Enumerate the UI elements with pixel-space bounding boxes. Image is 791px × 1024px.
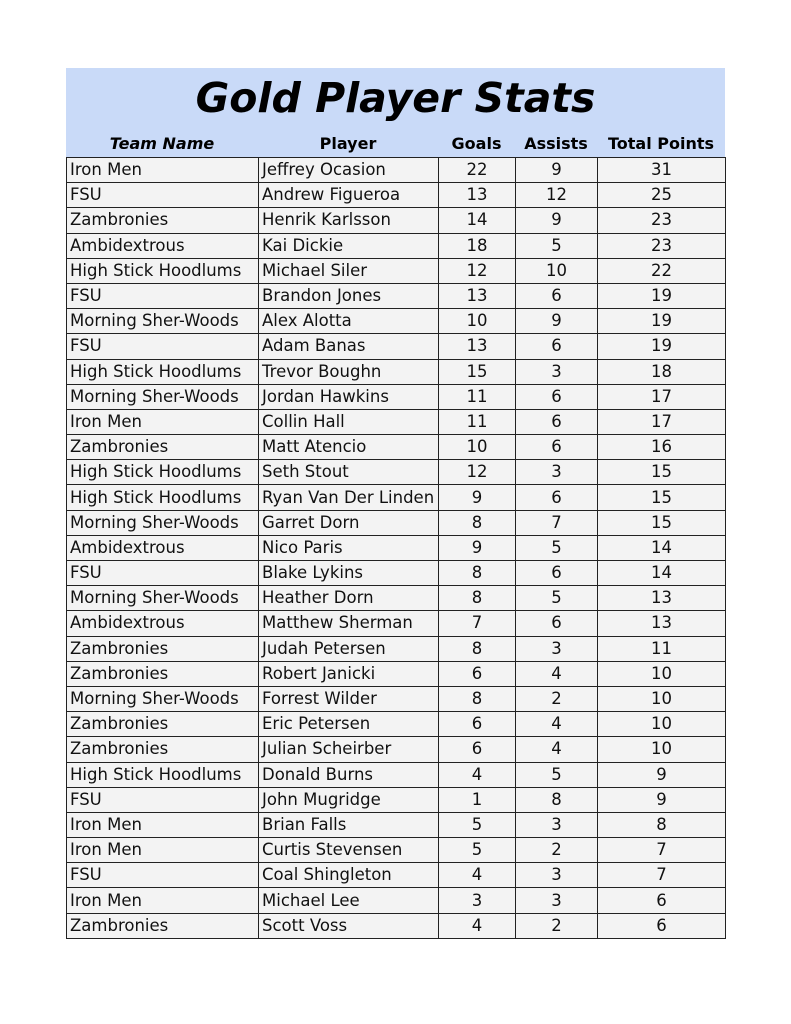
team-name-cell: Iron Men: [67, 409, 259, 434]
goals-cell: 14: [439, 208, 516, 233]
assists-cell: 5: [516, 762, 598, 787]
header-team-name: Team Name: [109, 134, 215, 153]
player-cell: Blake Lykins: [259, 561, 439, 586]
total-points-cell: 14: [598, 535, 726, 560]
total-points-cell: 10: [598, 686, 726, 711]
table-row: [67, 258, 726, 283]
goals-cell: 8: [439, 686, 516, 711]
total-points-cell: 6: [598, 913, 726, 938]
team-name-cell: High Stick Hoodlums: [67, 485, 259, 510]
table-row: [67, 863, 726, 888]
goals-cell: 8: [439, 636, 516, 661]
team-name-cell: FSU: [67, 787, 259, 812]
team-name-cell: High Stick Hoodlums: [67, 258, 259, 283]
table-row: [67, 611, 726, 636]
table-row: [67, 208, 726, 233]
assists-cell: 5: [516, 233, 598, 258]
team-name-cell: High Stick Hoodlums: [67, 359, 259, 384]
table-row: [67, 485, 726, 510]
player-cell: Henrik Karlsson: [259, 208, 439, 233]
player-cell: Eric Petersen: [259, 712, 439, 737]
goals-cell: 3: [439, 888, 516, 913]
assists-cell: 2: [516, 913, 598, 938]
assists-cell: 2: [516, 838, 598, 863]
team-name-cell: FSU: [67, 561, 259, 586]
assists-cell: 9: [516, 309, 598, 334]
assists-cell: 6: [516, 485, 598, 510]
table-row: [67, 309, 726, 334]
team-name-cell: FSU: [67, 183, 259, 208]
team-name-cell: Zambronies: [67, 712, 259, 737]
player-cell: Robert Janicki: [259, 661, 439, 686]
assists-cell: 3: [516, 460, 598, 485]
goals-cell: 12: [439, 258, 516, 283]
team-name-cell: Ambidextrous: [67, 535, 259, 560]
page-title: Gold Player Stats: [195, 74, 596, 122]
player-cell: Forrest Wilder: [259, 686, 439, 711]
assists-cell: 4: [516, 712, 598, 737]
team-name-cell: Iron Men: [67, 812, 259, 837]
total-points-cell: 19: [598, 334, 726, 359]
goals-cell: 8: [439, 586, 516, 611]
header-band: [66, 68, 725, 157]
player-cell: Brian Falls: [259, 812, 439, 837]
table-row: [67, 510, 726, 535]
assists-cell: 6: [516, 435, 598, 460]
player-cell: Matt Atencio: [259, 435, 439, 460]
team-name-cell: FSU: [67, 283, 259, 308]
total-points-cell: 7: [598, 838, 726, 863]
team-name-cell: FSU: [67, 863, 259, 888]
total-points-cell: 19: [598, 283, 726, 308]
goals-cell: 9: [439, 535, 516, 560]
player-cell: Brandon Jones: [259, 283, 439, 308]
player-cell: Julian Scheirber: [259, 737, 439, 762]
goals-cell: 11: [439, 384, 516, 409]
assists-cell: 3: [516, 636, 598, 661]
player-cell: Alex Alotta: [259, 309, 439, 334]
table-row: [67, 183, 726, 208]
table-row: [67, 838, 726, 863]
goals-cell: 4: [439, 863, 516, 888]
goals-cell: 13: [439, 283, 516, 308]
team-name-cell: FSU: [67, 334, 259, 359]
goals-cell: 13: [439, 183, 516, 208]
player-cell: Garret Dorn: [259, 510, 439, 535]
team-name-cell: High Stick Hoodlums: [67, 762, 259, 787]
assists-cell: 5: [516, 535, 598, 560]
team-name-cell: Iron Men: [67, 888, 259, 913]
total-points-cell: 17: [598, 409, 726, 434]
goals-cell: 5: [439, 838, 516, 863]
assists-cell: 2: [516, 686, 598, 711]
table-row: [67, 636, 726, 661]
assists-cell: 3: [516, 863, 598, 888]
table-row: [67, 409, 726, 434]
total-points-cell: 9: [598, 787, 726, 812]
player-cell: Scott Voss: [259, 913, 439, 938]
goals-cell: 13: [439, 334, 516, 359]
table-row: [67, 233, 726, 258]
team-name-cell: Morning Sher-Woods: [67, 309, 259, 334]
total-points-cell: 22: [598, 258, 726, 283]
table-row: [67, 384, 726, 409]
table-row: [67, 762, 726, 787]
table-row: [67, 586, 726, 611]
total-points-cell: 7: [598, 863, 726, 888]
total-points-cell: 23: [598, 233, 726, 258]
team-name-cell: Zambronies: [67, 661, 259, 686]
assists-cell: 6: [516, 611, 598, 636]
team-name-cell: Morning Sher-Woods: [67, 586, 259, 611]
goals-cell: 7: [439, 611, 516, 636]
player-cell: Coal Shingleton: [259, 863, 439, 888]
team-name-cell: Zambronies: [67, 913, 259, 938]
goals-cell: 9: [439, 485, 516, 510]
total-points-cell: 25: [598, 183, 726, 208]
assists-cell: 5: [516, 586, 598, 611]
goals-cell: 11: [439, 409, 516, 434]
goals-cell: 6: [439, 737, 516, 762]
total-points-cell: 15: [598, 485, 726, 510]
table-row: [67, 334, 726, 359]
player-cell: Seth Stout: [259, 460, 439, 485]
goals-cell: 8: [439, 510, 516, 535]
team-name-cell: Zambronies: [67, 208, 259, 233]
table-row: [67, 460, 726, 485]
total-points-cell: 10: [598, 661, 726, 686]
total-points-cell: 13: [598, 586, 726, 611]
header-assists: Assists: [524, 134, 588, 153]
assists-cell: 12: [516, 183, 598, 208]
player-cell: Matthew Sherman: [259, 611, 439, 636]
assists-cell: 6: [516, 409, 598, 434]
goals-cell: 10: [439, 435, 516, 460]
total-points-cell: 8: [598, 812, 726, 837]
table-row: [67, 787, 726, 812]
team-name-cell: Morning Sher-Woods: [67, 384, 259, 409]
header-total-points: Total Points: [607, 134, 715, 153]
goals-cell: 15: [439, 359, 516, 384]
goals-cell: 1: [439, 787, 516, 812]
player-cell: Michael Siler: [259, 258, 439, 283]
total-points-cell: 16: [598, 435, 726, 460]
table-row: [67, 661, 726, 686]
assists-cell: 6: [516, 384, 598, 409]
team-name-cell: Zambronies: [67, 636, 259, 661]
assists-cell: 4: [516, 661, 598, 686]
goals-cell: 12: [439, 460, 516, 485]
player-cell: Andrew Figueroa: [259, 183, 439, 208]
table-row: [67, 535, 726, 560]
total-points-cell: 9: [598, 762, 726, 787]
player-cell: Kai Dickie: [259, 233, 439, 258]
team-name-cell: Morning Sher-Woods: [67, 510, 259, 535]
total-points-cell: 15: [598, 460, 726, 485]
team-name-cell: Iron Men: [67, 158, 259, 183]
assists-cell: 9: [516, 158, 598, 183]
total-points-cell: 10: [598, 737, 726, 762]
total-points-cell: 31: [598, 158, 726, 183]
total-points-cell: 19: [598, 309, 726, 334]
player-cell: Nico Paris: [259, 535, 439, 560]
team-name-cell: Morning Sher-Woods: [67, 686, 259, 711]
assists-cell: 9: [516, 208, 598, 233]
assists-cell: 3: [516, 888, 598, 913]
table-row: [67, 686, 726, 711]
assists-cell: 6: [516, 334, 598, 359]
goals-cell: 6: [439, 661, 516, 686]
assists-cell: 4: [516, 737, 598, 762]
player-cell: Trevor Boughn: [259, 359, 439, 384]
assists-cell: 6: [516, 561, 598, 586]
player-cell: Collin Hall: [259, 409, 439, 434]
table-row: [67, 158, 726, 183]
table-row: [67, 712, 726, 737]
goals-cell: 4: [439, 762, 516, 787]
player-cell: Ryan Van Der Linden: [259, 485, 439, 510]
goals-cell: 8: [439, 561, 516, 586]
table-row: [67, 812, 726, 837]
table-row: [67, 737, 726, 762]
total-points-cell: 17: [598, 384, 726, 409]
header-player: Player: [319, 134, 377, 153]
total-points-cell: 15: [598, 510, 726, 535]
header-goals: Goals: [451, 134, 502, 153]
assists-cell: 3: [516, 812, 598, 837]
team-name-cell: Iron Men: [67, 838, 259, 863]
goals-cell: 18: [439, 233, 516, 258]
player-cell: Jordan Hawkins: [259, 384, 439, 409]
goals-cell: 6: [439, 712, 516, 737]
assists-cell: 7: [516, 510, 598, 535]
team-name-cell: Ambidextrous: [67, 611, 259, 636]
assists-cell: 6: [516, 283, 598, 308]
stats-table: [66, 157, 726, 939]
table-row: [67, 913, 726, 938]
player-cell: Judah Petersen: [259, 636, 439, 661]
table-row: [67, 359, 726, 384]
goals-cell: 10: [439, 309, 516, 334]
player-cell: Michael Lee: [259, 888, 439, 913]
player-cell: John Mugridge: [259, 787, 439, 812]
player-cell: Curtis Stevensen: [259, 838, 439, 863]
team-name-cell: Zambronies: [67, 737, 259, 762]
team-name-cell: High Stick Hoodlums: [67, 460, 259, 485]
assists-cell: 8: [516, 787, 598, 812]
player-cell: Jeffrey Ocasion: [259, 158, 439, 183]
team-name-cell: Zambronies: [67, 435, 259, 460]
player-cell: Heather Dorn: [259, 586, 439, 611]
table-row: [67, 435, 726, 460]
total-points-cell: 6: [598, 888, 726, 913]
player-cell: Adam Banas: [259, 334, 439, 359]
table-row: [67, 561, 726, 586]
table-row: [67, 283, 726, 308]
goals-cell: 5: [439, 812, 516, 837]
total-points-cell: 13: [598, 611, 726, 636]
total-points-cell: 14: [598, 561, 726, 586]
assists-cell: 10: [516, 258, 598, 283]
table-row: [67, 888, 726, 913]
column-headers: [66, 134, 725, 153]
goals-cell: 4: [439, 913, 516, 938]
goals-cell: 22: [439, 158, 516, 183]
player-cell: Donald Burns: [259, 762, 439, 787]
assists-cell: 3: [516, 359, 598, 384]
total-points-cell: 10: [598, 712, 726, 737]
team-name-cell: Ambidextrous: [67, 233, 259, 258]
total-points-cell: 18: [598, 359, 726, 384]
total-points-cell: 23: [598, 208, 726, 233]
stats-sheet: [66, 68, 725, 939]
total-points-cell: 11: [598, 636, 726, 661]
